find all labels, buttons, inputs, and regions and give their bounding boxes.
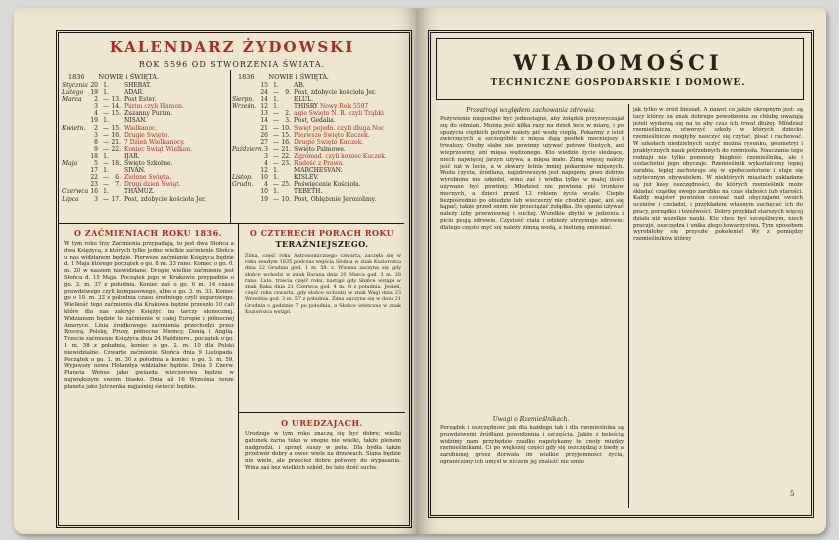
day-cell: 14 (260, 96, 268, 104)
day-cell: 18 (90, 152, 98, 160)
holiday-cell: MARCHESVAN. (294, 167, 343, 175)
month-cell: Październ. (232, 145, 264, 153)
separator-cell: — (273, 152, 279, 160)
month-cell (62, 146, 88, 153)
jewish-day-cell (281, 167, 291, 174)
separator-cell: 1. (103, 82, 109, 89)
separator-cell: — (273, 131, 279, 139)
eclipses-title: O ZAĆMIENIACH ROKU 1836. (74, 228, 222, 238)
column-divider (628, 104, 629, 508)
calendar-row (62, 96, 232, 103)
day-cell: 3 (264, 145, 268, 153)
jewish-day-cell (281, 96, 291, 103)
calendar-row (232, 110, 402, 117)
holiday-cell: Koniec Świąt Wielkan. (124, 145, 193, 153)
jewish-day-cell (111, 188, 121, 195)
craftsmen-text: Porządek i oszczędność jak dla każdego tak i dla rzemieślnika są prawdziwemi źródłami powodzenia i szczęścia. Jakże z boleścią widzimy nam przybędzie rzadko napotykamy te cnoty między rzemieślnikami. Ci po większej części gdy się oszczędzaj z biedy a zarobionej grosz dorwała im wielkie przyjemności życia, ograniczony ich umysł w niczem jej znaleźć nie umie (440, 425, 624, 465)
separator-cell: — (103, 195, 109, 203)
holiday-cell: Święto Szkolne. (124, 160, 173, 168)
eclipses-text: W tym roku trzy Zaćmienia przypadają, to jest dwa Słońca a dwa Księżyca, z których tylko jedno wielkie zaćmienie Słońca u nas widzianem będzie. Pierwsze zaćmienie Księżyca będzie d. 1 Maja którego początek o go. 8 m. 33 rano. Koniec o go. 0. m. 20 w naszem niewidziane. Drugie wielkie zaćmienie jest Słońca d. 15 Maja. Początek jego w Krakowie przypadnie o go. 3. m. 37 z południa. Koniec zaś o go. 6 m. 14 czasu prawdziwego czyli kompasowego, albo o go. 3. m. 33. Koniec go o 10. m. 33 z południa czasu średniego czyli zegarowego. Wielkość tego zaćmienia dla Krakowa będzie przeszło 10 cali które dla nas zakryje Księżyc na tarczy słonecznej. Widzianem będzie to zaćmienie w całej Europie i północnej Ameryce. Linia środkowego zaćmienia przechodzi przez Rossyą, Polskę, Prusy, północne Niemcy, Danią i Anglią. Trzecie zaćmienie Księżyca dnia 24 Październ., początek o go. 1 m. 58 z południa, koniec o go. 2. m. 10 dla Polski niewidzialne. Czwarte zaćmienie Słońca dnia 9 Listopada. Początek o go. 1. m. 30 z południa a koniec o go. 3. m. 59. Wyjawszy nowa Holandya widzialne będzie. Dnia 5 Czerw. Planeta Wenus jako gwiazda wieczorowa będzie w największym swoim blasku. Dnia až 16 Września tenże planeta jako Jutrzenka najjaśniej świecić będzie. (64, 241, 234, 390)
calendar-row (62, 89, 232, 96)
month-cell (232, 82, 258, 89)
day-cell: 24 (260, 89, 268, 97)
seasons-subtitle: TERAŹNIEJSZEGO. (275, 239, 369, 249)
day-cell: 13 (260, 110, 268, 118)
separator-cell: — (103, 145, 109, 153)
holiday-cell: Poświęcenie Kościoła. (294, 181, 361, 189)
calendar-row (62, 117, 232, 124)
day-cell: 3 (264, 152, 268, 160)
calendar-row (62, 153, 232, 160)
month-cell (62, 103, 88, 110)
separator-cell: — (103, 110, 109, 118)
holiday-cell: TEBETH. (294, 188, 323, 196)
calendar-row (62, 103, 232, 110)
day-cell: 2 (94, 96, 98, 104)
month-cell (62, 110, 88, 117)
calendar-row (232, 139, 402, 146)
separator-cell: 1. (273, 103, 279, 111)
separator-cell: 1. (103, 167, 109, 175)
separator-cell: — (273, 110, 279, 118)
holiday-cell: Święto Palmowe. (294, 145, 346, 153)
holiday-cell: THISRY (294, 103, 319, 111)
day-cell: 9 (94, 145, 98, 153)
calendar-row (232, 103, 402, 110)
separator-cell: — (103, 138, 109, 146)
calendar-row (62, 139, 232, 146)
jewish-day-cell: 7. (115, 181, 121, 189)
holiday-cell: Swięt pojedn. czyli długa Noc (294, 124, 385, 132)
calendar-column-header (232, 73, 402, 82)
jewish-day-cell: 10. (281, 124, 291, 132)
month-cell (232, 89, 258, 96)
calendar-divider (230, 70, 231, 224)
craftsmen-text-continued: jak tylko w śród biesiad. A nawet co jakże okropnym jest: są tacy którzy za znak dobrego powodzenia za chlubę uważają jeżeli wydarzą się na to aby czas ich trwał dłużej. Młodzież rzemieślnicza, utworzyć szkoły w których dziecko rzemieślnicze mogłyby nauczyć się czytać, pisać i rachować. W szkołach niedzielnych uczyć można rysunku, geometryi i praktycznych nauk potrzebnych do rzemiosła. Nauczanie tego rodzaju nie tylko pomnoży biegłość rzemieślnika, ale i uszlachetni jego obyczaje. Rzemieślnik wykształcony lepiej zarabia, lepiej zachowuje się w społeczeństwie i staje się użytecznym obywatelem. W niektórych miastach zakładane są już kasy oszczędności, do których rzemieślnik może składać cząstkę swego zarobku na czas słabości lub starości. Każdy majster powinien czuwać nad obyczajami swoich uczniów i czeladzi, i przykładem własnym zachęcać ich do pracy, porządku i trzeźwości. Dobry przykład starszych więcej działa niż wszelkie nauki. Kto chce być szczęśliwym, niech pracuje, oszczędza i unika złego towarzystwa. Tym sposobem wyrobiłoby się przyszłe pokolenie! Wy z pomiędzy rzemieślników którzy (633, 107, 803, 243)
jewish-day-cell: 21. (281, 145, 291, 153)
jewish-day-cell: 14. (111, 103, 121, 111)
calendar-row (62, 167, 232, 174)
day-cell: 26 (260, 131, 268, 139)
page-number: 5 (790, 490, 795, 498)
day-cell: 3 (94, 195, 98, 203)
day-cell: 16 (90, 188, 98, 196)
month-cell: Marca (62, 96, 82, 104)
month-cell: Maja (62, 160, 78, 168)
month-cell (232, 160, 258, 167)
calendar-row (232, 174, 402, 181)
holiday-cell: ADAR. (124, 89, 144, 97)
separator-cell: — (273, 117, 279, 125)
jewish-day-cell: 2. (285, 110, 291, 118)
day-cell: 19 (90, 89, 98, 97)
holiday-cell: agie Święto N. R. czyli Trąbki (294, 110, 384, 118)
calendar-subtitle: ROK 5596 OD STWORZENIA ŚWIATA. (138, 60, 326, 69)
separator-cell: — (273, 138, 279, 146)
month-cell (62, 153, 88, 160)
month-cell (62, 132, 88, 139)
holiday-cell: Zielone Święta. (124, 174, 172, 182)
calendar-row (232, 167, 402, 174)
header-label: NOWIE i ŚWIĘTA. (98, 73, 159, 81)
month-cell: Listop. (232, 174, 253, 182)
calendar-title: KALENDARZ ŻYDOWSKI (109, 38, 355, 56)
calendar-row (62, 125, 232, 132)
holiday-cell: ELUL. (294, 96, 313, 104)
jewish-day-cell: 15. (111, 124, 121, 132)
separator-cell: 1. (103, 152, 109, 160)
month-cell (62, 139, 88, 146)
holiday-cell: THAMUZ. (124, 188, 155, 196)
day-cell: 12 (260, 167, 268, 175)
holiday-cell: Post, Gedalia. (294, 117, 336, 125)
calendar-row (232, 96, 402, 103)
calendar-row (232, 181, 402, 188)
separator-cell: — (103, 124, 109, 132)
month-cell: Sierpn. (232, 96, 255, 104)
jewish-day-cell (111, 153, 121, 160)
month-cell (232, 139, 258, 146)
month-cell (62, 174, 88, 181)
day-cell: 4 (264, 160, 268, 168)
calendar-row (62, 132, 232, 139)
day-cell: 20 (90, 82, 98, 89)
separator-cell: 1. (103, 188, 109, 196)
calendar-row (232, 153, 402, 160)
separator-cell: — (273, 89, 279, 97)
day-cell: 27 (260, 138, 268, 146)
calendar-column-1 (62, 73, 232, 203)
jewish-day-cell: 15. (111, 110, 121, 118)
calendar-row (62, 82, 232, 89)
jewish-day-cell (111, 89, 121, 96)
holiday-cell: Radość z Prawa. (294, 160, 345, 168)
calendar-row (62, 174, 232, 181)
separator-cell: 1. (103, 117, 109, 125)
holiday-cell: IJAR. (124, 152, 140, 160)
section-divider (239, 412, 405, 413)
holiday-cell: NISAN. (124, 117, 147, 125)
month-cell (232, 167, 258, 174)
month-cell (232, 117, 258, 124)
left-page (14, 8, 418, 534)
harvests-title: O UREDZAJACH. (281, 418, 363, 428)
holiday-cell: Post Ester. (124, 96, 157, 104)
day-cell: 21 (260, 124, 268, 132)
day-cell: 22 (90, 174, 98, 182)
separator-cell: 1. (273, 167, 279, 175)
jewish-day-cell: 21. (111, 138, 121, 146)
calendar-column-2 (232, 73, 402, 203)
separator-cell: 1. (273, 96, 279, 104)
holiday-cell: Post, zdobycie kościoła Jer. (294, 89, 377, 97)
day-cell: 19 (260, 195, 268, 203)
holiday-cell: Post, Oblężenie Jerozolimy. (294, 195, 377, 203)
calendar-row (232, 188, 402, 195)
right-page (418, 8, 826, 534)
separator-cell: — (273, 145, 279, 153)
calendar-row (232, 117, 402, 124)
month-cell (232, 153, 258, 160)
separator-cell: — (103, 96, 109, 104)
holiday-cell: Drugi dzień Świąt. (124, 181, 181, 189)
calendar-row (232, 132, 402, 139)
jewish-day-cell: 17. (111, 195, 121, 203)
separator-cell: 1. (273, 82, 279, 89)
month-cell (62, 117, 88, 124)
month-cell: Lutego (62, 89, 84, 97)
column-divider (238, 224, 239, 520)
day-cell: 3 (94, 131, 98, 139)
calendar-row (232, 89, 402, 96)
calendar-row (232, 196, 402, 203)
day-cell: 12 (260, 103, 268, 111)
jewish-day-cell (111, 117, 121, 124)
day-cell: 23 (90, 181, 98, 189)
jewish-day-cell: 6. (115, 174, 121, 182)
day-cell: 8 (94, 138, 98, 146)
jewish-day-cell: 9. (285, 89, 291, 97)
separator-cell: — (103, 160, 109, 168)
month-cell: Grudn. (232, 181, 254, 189)
jewish-day-cell: 10. (281, 195, 291, 203)
holiday-cell: Drugie Święto. (124, 131, 170, 139)
section-divider (58, 223, 404, 224)
separator-cell: — (273, 195, 279, 203)
jewish-day-cell (281, 188, 291, 195)
jewish-day-cell: 25. (281, 181, 291, 189)
calendar-column-header (62, 73, 232, 82)
year-label: 1836 (238, 73, 255, 81)
day-cell: 4 (264, 181, 268, 189)
separator-cell: — (273, 160, 279, 168)
seasons-title: O CZTERECH PORACH ROKU (249, 228, 395, 238)
month-cell: Wrześn. (232, 103, 257, 111)
craftsmen-heading: Uwagi o Rzemieślnikach. (492, 416, 570, 423)
holiday-cell: Zgromad. czyli koniec Kuczek. (294, 152, 387, 160)
health-heading: Przestrogi względem zachowania zdrowia. (466, 107, 596, 114)
day-cell: 10 (260, 188, 268, 196)
section-title: WIADOMOŚCI (513, 50, 723, 75)
health-text: Pożywienie nieposilne być jednostajne, aby żołądek przyzwyczajał się do odmian. Można jeść kilka razy na dzień lecz w miarę, i po spożyciu ciężkich potraw należy pić wodę ciepłą. Pokarmy z istot zwierzęcych a szczególnie z mięsa dają posiłek mocniejszy i trwalszy. Osoby słabe nie powinny używać potraw tłustych, ani wieprzowiny, ani mięsa wędzonego. Kto wiedzie życie siedzące, niech najwięcej jarzyn używa, a mięsa mało. Zimą więcej należy jeść niż w lecie, a w skwary letnie mniej pokarmów mięsnych. Woda czysta, źródlana, najzdrowszym jest napojem; piwo dobrze wyrobione nie szkodzi, wino zaś i wódka tylko w małej ilości używane być powinny. Młodzież nie powinna pić trunków mocnych, a dzieci przed 12 rokiem życia wcale. Ciepło bezpośrednio po obiedzie lub wieczerzy nie chodzić spać, ani się kąpać; także przed snem nie przeciążać żołądka. Do spania używać należy izby przewiewnej i suchej. Wszelkie zbytki w jedzeniu i piciu psują zdrowie. Czystość ciała i odzieży utrzymuje zdrowie; dlatego często myć się należy zimną wodą, a bielizną zmieniać. (440, 116, 624, 231)
day-cell: 19 (90, 117, 98, 125)
separator-cell: — (103, 181, 109, 189)
jewish-day-cell: 3. (285, 117, 291, 125)
harvests-text: Urodzaje w tym roku znaczą się być dobre; wielki gatunek żarna tuko w snopie nie wielki, także plenem nadgrodzi, i sprzęt suszy w polu. Dla bydła także przetwór dobry a owoc wiele na drzewach. Siana będzie nie wiele, ale przecież dobre potwory do wypasania. Wina zaś bez wielkich szkód, bo lato dość suche. (245, 431, 401, 471)
month-cell: Kwietn. (62, 124, 86, 132)
holiday-cell: SIVAN. (124, 167, 146, 175)
month-cell (232, 110, 258, 117)
day-cell: 4 (94, 110, 98, 118)
day-cell: 17 (90, 167, 98, 175)
year-label: 1836 (68, 73, 85, 81)
month-cell (232, 132, 258, 139)
calendar-row (232, 82, 402, 89)
section-subtitle: TECHNICZNE GOSPODARSKIE I DOMOWE. (490, 78, 746, 88)
month-cell (62, 167, 88, 174)
separator-cell: — (273, 124, 279, 132)
month-cell: Czerwca (62, 188, 89, 196)
jewish-day-cell (281, 82, 291, 89)
jewish-day-cell: 16. (281, 138, 291, 146)
calendar-row (62, 110, 232, 117)
holiday-cell: Zuzanny Purim. (124, 110, 173, 118)
day-cell: 10 (260, 174, 268, 182)
calendar-row (232, 160, 402, 167)
seasons-text: Zima, część roku Astronomicznego czwarta, zaczęła się w roku zeszłym 1835 podczas wejścia Słońca w znak Koziorożca dnia 22 Grudnia god. 1 m. 58. z. Wiosna zaczyna się gdy słońce wchodzi w znak Barana dnia 20 Marca god. 3 m. 28 rano. Lato, trzecia część roku, nastąpi gdy Słońce wstąpi w znak Raka dnia 21 Czerwca god. 4 m. 8 z południa. Jesień, część roku czwarta, gdy słońce wchodzi w znak Wagi dnia 23 Września god. 3 m. 57 z południa. Zima zaczyna się w dniu 21 Grudnia o godzinie 7 po południu, a Słońce wtenczas w znak Koziorożca wstąpi. (245, 253, 401, 315)
separator-cell: — (103, 131, 109, 139)
month-cell (62, 181, 88, 188)
calendar-row (62, 188, 232, 195)
separator-cell: — (103, 174, 109, 182)
calendar-row (232, 146, 402, 153)
holiday-cell: Post, zdobycie kościoła Jer. (124, 195, 207, 203)
jewish-day-cell: 22. (111, 145, 121, 153)
calendar-row (232, 125, 402, 132)
calendar-row (62, 160, 232, 167)
holiday-cell: Drugie Święto Kuczek. (294, 138, 364, 146)
separator-cell: 1. (273, 188, 279, 196)
calendar-row (62, 181, 232, 188)
separator-cell: 1. (273, 174, 279, 182)
month-cell (232, 196, 258, 203)
separator-cell: 1. (103, 89, 109, 97)
holiday-cell: AB. (294, 82, 305, 89)
jewish-day-cell: 13. (111, 96, 121, 104)
jewish-day-cell (281, 174, 291, 181)
calendar-row (62, 196, 232, 203)
holiday-cell: SHEBAT. (124, 82, 152, 89)
calendar-row (62, 146, 232, 153)
jewish-day-cell (281, 103, 291, 110)
day-cell: 2 (94, 124, 98, 132)
holiday-cell-red: Nowy Rok 5597 (320, 103, 369, 111)
month-cell: Stycznia (62, 82, 88, 89)
open-book (14, 8, 826, 534)
jewish-day-cell: 18. (111, 160, 121, 168)
holiday-cell: Wielkanoc. (124, 124, 158, 132)
jewish-day-cell (111, 82, 121, 89)
month-cell (232, 188, 258, 195)
jewish-day-cell (111, 167, 121, 174)
jewish-day-cell: 16. (111, 131, 121, 139)
holiday-cell: Purim czyli Hamon. (124, 103, 184, 111)
day-cell: 3 (94, 103, 98, 111)
holiday-cell: KISLEV. (294, 174, 319, 182)
month-cell: Lipca (62, 195, 79, 203)
separator-cell: — (273, 181, 279, 189)
month-cell (232, 125, 258, 132)
day-cell: 5 (94, 160, 98, 168)
jewish-day-cell: 15. (281, 131, 291, 139)
holiday-cell: Pierwsze Święto Kuczek. (294, 131, 370, 139)
day-cell: 15 (260, 82, 268, 89)
holiday-cell: 7 Dzień Wielkanocy. (124, 138, 185, 146)
header-label: NOWIE i ŚWIĘTA. (268, 73, 329, 81)
day-cell: 14 (260, 117, 268, 125)
jewish-day-cell: 22. (281, 152, 291, 160)
separator-cell: — (103, 103, 109, 111)
jewish-day-cell: 23. (281, 160, 291, 168)
